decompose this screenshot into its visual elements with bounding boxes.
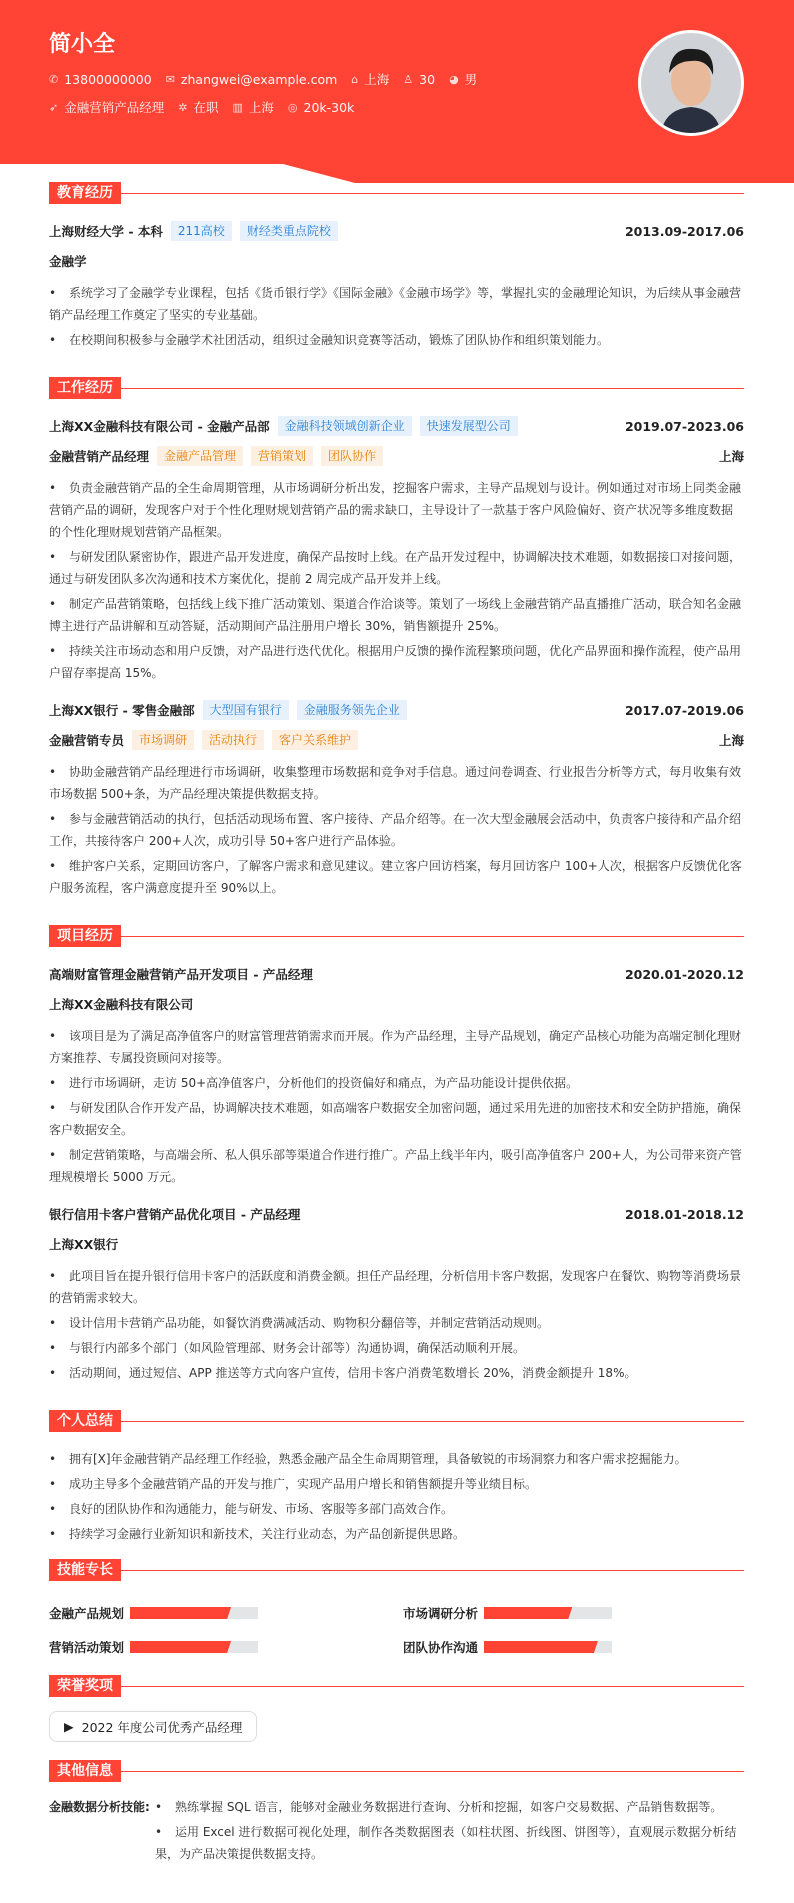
job-city: 上海 (248, 100, 274, 115)
skill-item (49, 1641, 403, 1653)
salary-icon: ◎ (287, 100, 298, 114)
role-row (49, 445, 744, 467)
section-header (49, 377, 744, 399)
project-row (49, 1203, 744, 1225)
list-item: • 负责金融营销产品的全生命周期管理，从市场调研分析出发，挖掘客户需求，主导产品规划与设计。例如通过对市场上同类金融营销产品的调研，发现客户对于个性化理财规划营销产品的需求缺口，主导设计了一款基于客户风险偏好、资产状况等多维度数据的个性化理财规划营销产品框架。 (49, 477, 744, 543)
list-item: • 与研发团队紧密协作，跟进产品开发进度，确保产品按时上线。在产品开发过程中，协调解决技术难题，如数据接口对接问题，通过与研发团队多次沟通和技术方案优化，提前 2 周完成产品开发并上线。 (49, 546, 744, 590)
tag: 大型国有银行 (203, 700, 289, 720)
project-bullets (49, 1025, 744, 1188)
skill-bar (130, 1607, 258, 1619)
skill-bar-fill (484, 1607, 572, 1619)
list-item: • 制定营销策略，与高端会所、私人俱乐部等渠道合作进行推广。产品上线半年内，吸引高净值客户 200+人，为公司带来资产管理规模增长 5000 万元。 (49, 1144, 744, 1188)
list-item: • 进行市场调研，走访 50+高净值客户，分析他们的投资偏好和痛点，为产品功能设计提供依据。 (49, 1072, 744, 1094)
tag: 活动执行 (202, 730, 264, 750)
salary: 20k-30k (303, 99, 355, 115)
company: 上海XX金融科技有限公司 - 金融产品部 (49, 419, 270, 434)
send-icon: ➶ (49, 100, 59, 114)
location: 上海 (718, 449, 744, 464)
organization: 上海XX金融科技有限公司 (49, 997, 194, 1012)
tag: 金融产品管理 (157, 446, 243, 466)
project-name: 高端财富管理金融营销产品开发项目 - 产品经理 (49, 967, 313, 982)
award-item[interactable] (49, 1711, 257, 1742)
tag: 市场调研 (132, 730, 194, 750)
project-entry (49, 963, 744, 1188)
skills-section (49, 1559, 744, 1653)
skill-name: 团队协作沟通 (403, 1640, 479, 1655)
list-item: • 制定产品营销策略，包括线上线下推广活动策划、渠道合作洽谈等。策划了一场线上金融营销产品直播推广活动，联合知名金融博主进行产品讲解和互动答疑，活动期间产品注册用户增长 30%，销售额提升 25%。 (49, 593, 744, 637)
role-row (49, 729, 744, 751)
other-section (49, 1760, 744, 1868)
section-title: 工作经历 (49, 377, 121, 399)
list-item: • 与银行内部多个部门（如风险管理部、财务会计部等）沟通协调，确保活动顺利开展。 (49, 1337, 744, 1359)
home-icon: ⌂ (351, 72, 359, 86)
section-header (49, 182, 744, 204)
projects-section (49, 925, 744, 1384)
job-status: 在职 (193, 100, 219, 115)
other-info (49, 1796, 744, 1868)
section-header (49, 1675, 744, 1697)
list-item: • 与研发团队合作开发产品，协调解决技术难题，如高端客户数据安全加密问题，通过采用先进的加密技术和安全防护措施，确保客户数据安全。 (49, 1097, 744, 1141)
skill-bar (484, 1607, 612, 1619)
list-item: • 维护客户关系，定期回访客户，了解客户需求和意见建议。建立客户回访档案，每月回访客户 100+人次，根据客户反馈优化客户服务流程，客户满意度提升至 90%以上。 (49, 855, 744, 899)
major-row (49, 250, 744, 272)
tag: 营销策划 (251, 446, 313, 466)
work-section (49, 377, 744, 899)
tag: 财经类重点院校 (240, 221, 338, 241)
age-icon: ♙ (403, 72, 414, 86)
list-item: • 良好的团队协作和沟通能力，能与研发、市场、客服等多部门高效合作。 (49, 1498, 744, 1520)
date: 2019.07-2023.06 (624, 418, 744, 434)
section-header (49, 925, 744, 947)
section-title: 项目经历 (49, 925, 121, 947)
project-name: 银行信用卡客户营销产品优化项目 - 产品经理 (49, 1207, 301, 1222)
company-row (49, 415, 744, 437)
skill-bar-fill (130, 1607, 231, 1619)
project-entry (49, 1203, 744, 1384)
gender: 男 (464, 72, 478, 87)
date: 2017.07-2019.06 (624, 702, 744, 718)
phone-icon: ✆ (49, 72, 59, 86)
work-bullets (49, 477, 744, 684)
list-item: • 协助金融营销产品经理进行市场调研，收集整理市场数据和竞争对手信息。通过问卷调查、行业报告分析等方式，每月收集有效市场数据 500+条，为产品经理决策提供数据支持。 (49, 761, 744, 805)
divider (121, 1570, 744, 1571)
mail-icon: ✉ (165, 72, 175, 86)
work-bullets (49, 761, 744, 899)
caret-right-icon: ▶ (64, 1719, 74, 1734)
skill-bar (130, 1641, 258, 1653)
other-bullets (155, 1796, 744, 1868)
company-row (49, 699, 744, 721)
section-title: 其他信息 (49, 1760, 121, 1782)
list-item: • 该项目是为了满足高净值客户的财富管理营销需求而开展。作为产品经理，主导产品规划，确定产品核心功能为高端定制化理财方案推荐、专属投资顾问对接等。 (49, 1025, 744, 1069)
awards-section (49, 1675, 744, 1742)
age: 30 (419, 71, 436, 87)
education-section (49, 182, 744, 351)
tag: 客户关系维护 (272, 730, 358, 750)
location: 上海 (718, 733, 744, 748)
skill-bar-fill (484, 1641, 598, 1653)
status-icon: ✲ (178, 100, 188, 114)
divider (121, 1686, 744, 1687)
date: 2013.09-2017.06 (624, 223, 744, 239)
date: 2020.01-2020.12 (624, 966, 744, 982)
skill-name: 营销活动策划 (49, 1640, 125, 1655)
city: 上海 (364, 72, 390, 87)
section-title: 荣誉奖项 (49, 1675, 121, 1697)
list-item: • 活动期间，通过短信、APP 推送等方式向客户宣传，信用卡客户消费笔数增长 20%，消费金额提升 18%。 (49, 1362, 744, 1384)
list-item: • 运用 Excel 进行数据可视化处理，制作各类数据图表（如柱状图、折线图、饼图等），直观展示数据分析结果，为产品决策提供数据支持。 (155, 1821, 744, 1865)
tag: 金融科技领域创新企业 (278, 416, 412, 436)
school: 上海财经大学 - 本科 (49, 224, 163, 239)
divider (121, 1771, 744, 1772)
skill-item (49, 1607, 403, 1619)
work-entry (49, 699, 744, 899)
project-row (49, 963, 744, 985)
skill-item (403, 1641, 744, 1653)
education-bullets (49, 282, 744, 351)
list-item: • 参与金融营销活动的执行，包括活动现场布置、客户接待、产品介绍等。在一次大型金融展会活动中，负责客户接待和产品介绍工作，共接待客户 200+人次，成功引导 50+客户进行产品体验。 (49, 808, 744, 852)
phone: 13800000000 (64, 71, 152, 87)
org-row (49, 993, 744, 1015)
date: 2018.01-2018.12 (624, 1206, 744, 1222)
divider (121, 1421, 744, 1422)
project-bullets (49, 1265, 744, 1384)
tag: 团队协作 (321, 446, 383, 466)
skill-name: 市场调研分析 (403, 1606, 479, 1621)
list-item: • 持续关注市场动态和用户反馈，对产品进行迭代优化。根据用户反馈的操作流程繁琐问题，优化产品界面和操作流程，使产品用户留存率提高 15%。 (49, 640, 744, 684)
gender-icon: ◕ (449, 72, 459, 86)
email: zhangwei@example.com (180, 71, 338, 87)
skill-bar (484, 1641, 612, 1653)
divider (121, 193, 744, 194)
section-header (49, 1559, 744, 1581)
list-item: • 熟练掌握 SQL 语言，能够对金融业务数据进行查询、分析和挖掘，如客户交易数据、产品销售数据等。 (155, 1796, 744, 1818)
building-icon: ▥ (232, 100, 243, 114)
tag: 211高校 (171, 221, 232, 241)
organization: 上海XX银行 (49, 1237, 119, 1252)
list-item: • 在校期间积极参与金融学术社团活动，组织过金融知识竞赛等活动，锻炼了团队协作和组织策划能力。 (49, 329, 744, 351)
tag: 金融服务领先企业 (297, 700, 407, 720)
list-item: • 拥有[X]年金融营销产品经理工作经验，熟悉金融产品全生命周期管理，具备敏锐的市场洞察力和客户需求挖掘能力。 (49, 1448, 744, 1470)
section-title: 技能专长 (49, 1559, 121, 1581)
candidate-name: 简小全 (49, 32, 116, 57)
summary-section (49, 1410, 744, 1545)
list-item: • 此项目旨在提升银行信用卡客户的活跃度和消费金额。担任产品经理，分析信用卡客户数据，发现客户在餐饮、购物等消费场景的营销需求较大。 (49, 1265, 744, 1309)
section-title: 个人总结 (49, 1410, 121, 1432)
skill-bar-fill (130, 1641, 231, 1653)
role: 金融营销产品经理 (49, 449, 150, 464)
list-item: • 持续学习金融行业新知识和新技术，关注行业动态，为产品创新提供思路。 (49, 1523, 744, 1545)
resume-body (49, 156, 744, 1868)
other-label: 金融数据分析技能: (49, 1800, 150, 1814)
role: 金融营销专员 (49, 733, 125, 748)
summary-bullets (49, 1448, 744, 1545)
contact-row (49, 70, 477, 88)
section-header (49, 1760, 744, 1782)
divider (121, 936, 744, 937)
avatar (638, 30, 744, 136)
tag: 快速发展型公司 (420, 416, 518, 436)
section-header (49, 1410, 744, 1432)
major: 金融学 (49, 254, 87, 269)
job-title: 金融营销产品经理 (64, 100, 165, 115)
company: 上海XX银行 - 零售金融部 (49, 703, 195, 718)
org-row (49, 1233, 744, 1255)
award-label: 2022 年度公司优秀产品经理 (81, 1719, 243, 1735)
list-item: • 设计信用卡营销产品功能，如餐饮消费满减活动、购物积分翻倍等，并制定营销活动规则。 (49, 1312, 744, 1334)
work-entry (49, 415, 744, 684)
list-item: • 系统学习了金融学专业课程，包括《货币银行学》《国际金融》《金融市场学》等，掌握扎实的金融理论知识，为后续从事金融营销产品经理工作奠定了坚实的专业基础。 (49, 282, 744, 326)
school-row (49, 220, 744, 242)
skill-item (403, 1607, 744, 1619)
list-item: • 成功主导多个金融营销产品的开发与推广，实现产品用户增长和销售额提升等业绩目标。 (49, 1473, 744, 1495)
section-title: 教育经历 (49, 182, 121, 204)
divider (121, 388, 744, 389)
job-row (49, 98, 354, 116)
skill-name: 金融产品规划 (49, 1606, 125, 1621)
